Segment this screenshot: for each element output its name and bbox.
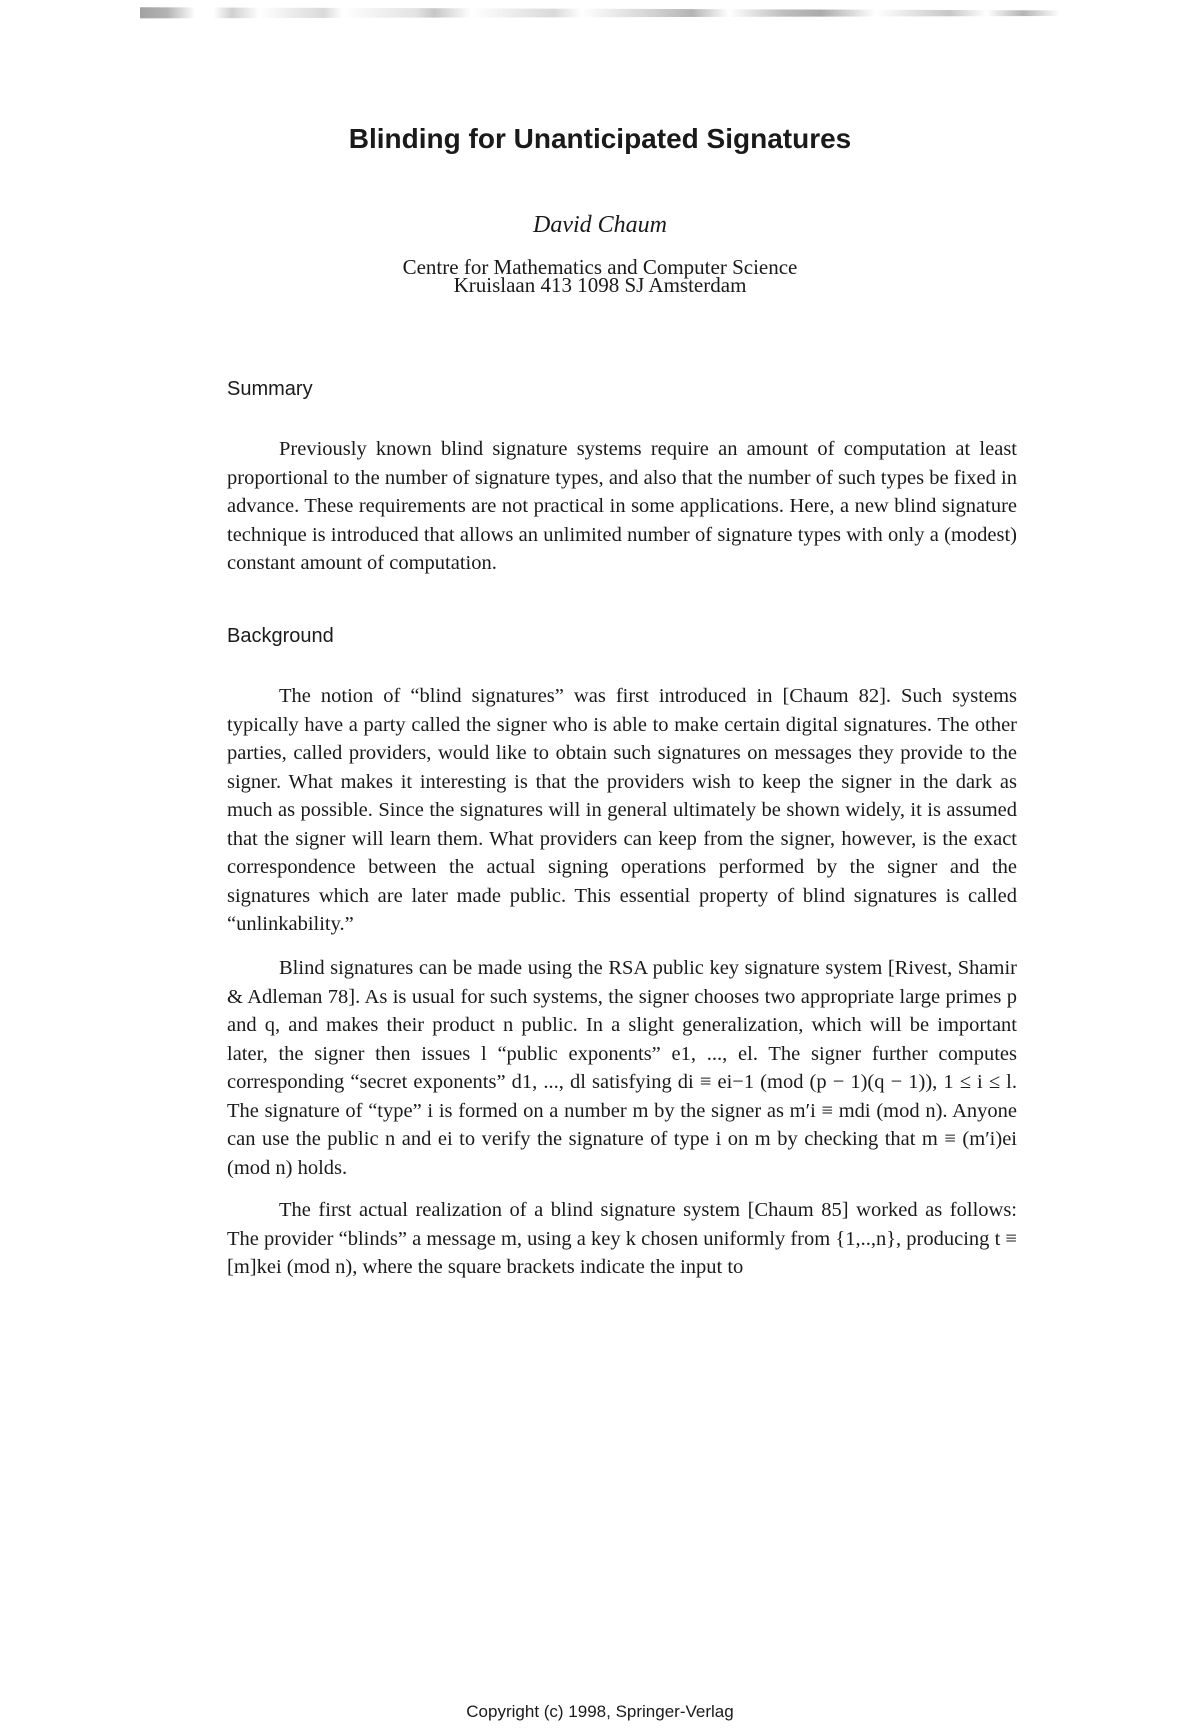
- author-name: David Chaum: [533, 212, 667, 238]
- background-paragraph-1: [227, 682, 1017, 939]
- background-heading: Background: [227, 625, 334, 647]
- affiliation-line-1: Centre for Mathematics and Computer Science: [402, 255, 798, 279]
- background-text-3: The first actual realization of a blind signature system [Chaum 85] worked as follows: The provider “blinds” a message m, using a key k chosen uniformly from {1,..,n}, producing t ≡ [m]kei (mod n), where the square brackets indicate the input to: [227, 1199, 1017, 1278]
- background-paragraph-3: [227, 1196, 1017, 1282]
- summary-text: Previously known blind signature systems require an amount of computation at least proportional to the number of signature types, and also that the number of such types be fixed in advance. These requirements are not practical in some applications. Here, a new blind signature technique is introduced that allows an unlimited number of signature types with only a (modest) constant amount of computation.: [227, 438, 1017, 574]
- background-paragraph-2: [227, 954, 1017, 1182]
- scan-artifact-strip: [140, 4, 1060, 20]
- summary-paragraph: [227, 435, 1017, 578]
- background-text-1: The notion of “blind signatures” was first introduced in [Chaum 82]. Such systems typically have a party called the signer who is able to make certain digital signatures. The other parties, called providers, would like to obtain such signatures on messages they provide to the signer. What makes it interesting is that the providers wish to keep the signer in the dark as much as possible. Since the signatures will in general ultimately be shown widely, it is assumed that the signer will learn them. What providers can keep from the signer, however, is the exact correspondence between the actual signing operations performed by the signer and the signatures which are later made public. This essential property of blind signatures is called “unlinkability.”: [227, 685, 1017, 935]
- copyright-footer: Copyright (c) 1998, Springer-Verlag: [466, 1702, 734, 1721]
- affiliation-line-2: Kruislaan 413 1098 SJ Amsterdam: [453, 273, 747, 297]
- paper-title: Blinding for Unanticipated Signatures: [348, 123, 852, 154]
- summary-heading: Summary: [227, 378, 313, 400]
- background-text-2: Blind signatures can be made using the RSA public key signature system [Rivest, Shamir & Adleman 78]. As is usual for such systems, the signer chooses two appropriate large primes p and q, and makes their product n public. In a slight generalization, which will be important later, the signer then issues l “public exponents” e1, ..., el. The signer further computes corresponding “secret exponents” d1, ..., dl satisfying di ≡ ei−1 (mod (p − 1)(q − 1)), 1 ≤ i ≤ l. The signature of “type” i is formed on a number m by the signer as m′i ≡ mdi (mod n). Anyone can use the public n and ei to verify the signature of type i on m by checking that m ≡ (m′i)ei (mod n) holds.: [227, 957, 1017, 1179]
